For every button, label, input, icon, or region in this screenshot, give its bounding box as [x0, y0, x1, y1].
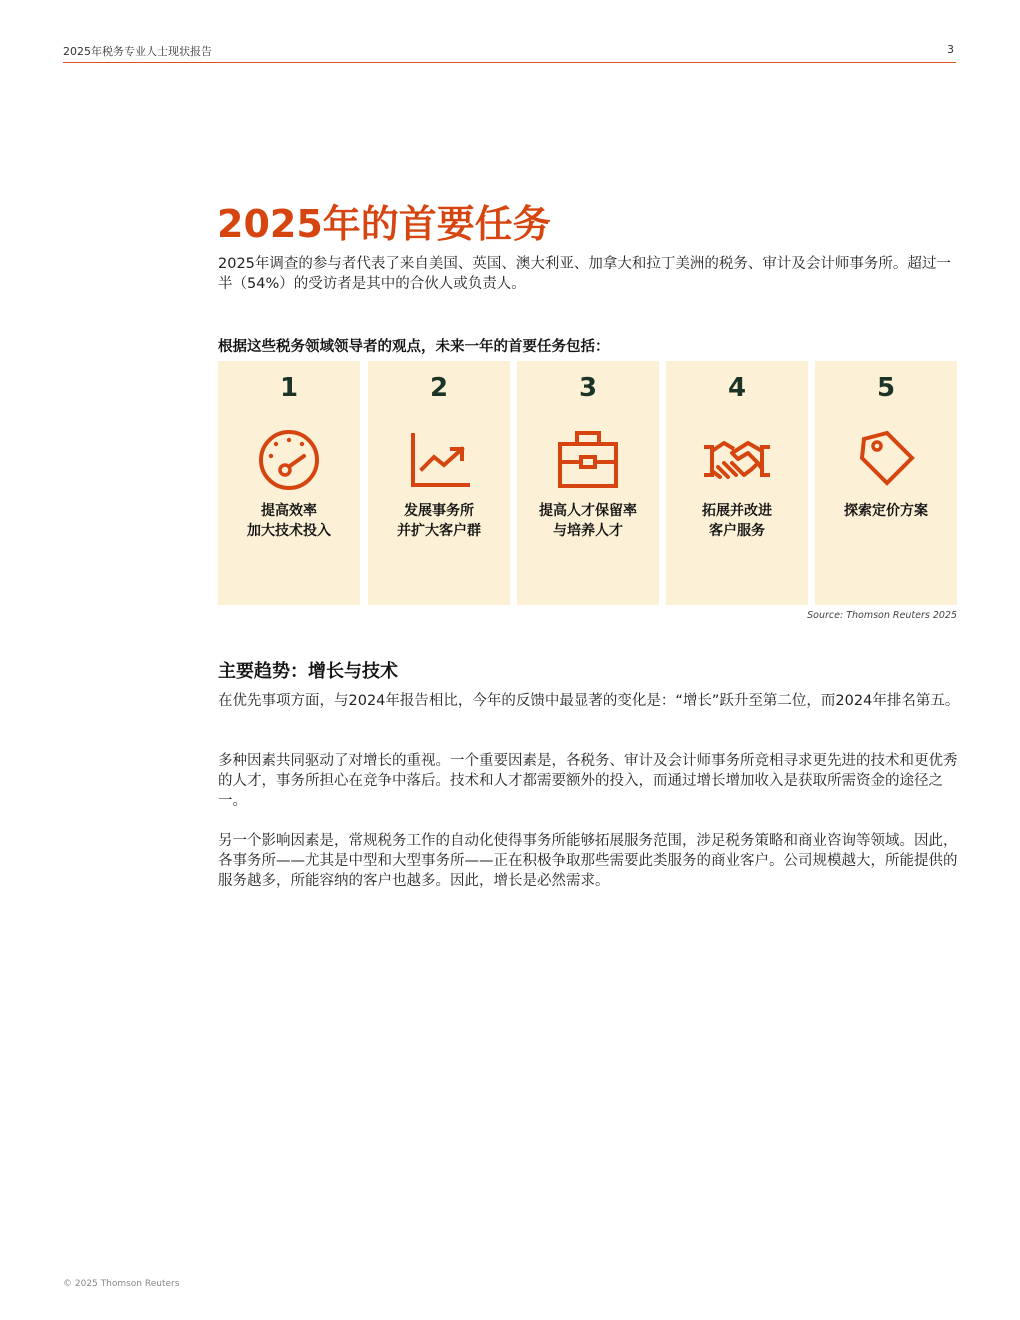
priority-card-5 [815, 361, 957, 605]
page-title: 2025年的首要任务 [217, 202, 551, 246]
priority-label: 拓展并改进 客户服务 [702, 503, 772, 539]
priority-number: 2 [429, 373, 449, 403]
priority-card-1 [218, 361, 360, 605]
briefcase-icon [553, 429, 623, 493]
priority-card-3 [517, 361, 659, 605]
priority-label: 提高人才保留率 与培养人才 [539, 503, 637, 539]
intro-paragraph: 2025年调查的参与者代表了来自美国、英国、澳大利亚、加拿大和拉丁美洲的税务、审计及会计师事务所。超过一半（54%）的受访者是其中的合伙人或负责人。 [218, 256, 951, 292]
priorities-cards [218, 361, 957, 605]
section-title: 主要趋势：增长与技术 [218, 661, 398, 682]
priority-number: 5 [876, 373, 896, 403]
priority-label: 提高效率 加大技术投入 [247, 503, 331, 539]
document-title: 2025年税务专业人士现状报告 [63, 45, 212, 58]
page-number: 3 [947, 43, 954, 56]
priority-number: 4 [727, 373, 747, 403]
source-note: Source: Thomson Reuters 2025 [807, 610, 957, 621]
priority-card-2 [368, 361, 510, 605]
priority-label: 探索定价方案 [844, 503, 928, 519]
footer-copyright: © 2025 Thomson Reuters [63, 1279, 180, 1289]
priority-number: 3 [578, 373, 598, 403]
handshake-icon [702, 429, 772, 493]
body-paragraph-2: 多种因素共同驱动了对增长的重视。一个重要因素是，各税务、审计及会计师事务所竞相寻求更先进的技术和更优秀的人才，事务所担心在竞争中落后。技术和人才都需要额外的投入，而通过增长增加收入是获取所需资金的途径之一。 [218, 753, 958, 809]
body-paragraph-3: 另一个影响因素是，常规税务工作的自动化使得事务所能够拓展服务范围，涉足税务策略和商业咨询等领域。因此，各事务所——尤其是中型和大型事务所——正在积极争取那些需要此类服务的商业客户。公司规模越大，所能提供的服务越多，所能容纳的客户也越多。因此，增长是必然需求。 [218, 833, 958, 889]
priority-card-4 [666, 361, 808, 605]
body-paragraph-1: 在优先事项方面，与2024年报告相比，今年的反馈中最显著的变化是：“增长”跃升至第二位，而2024年排名第五。 [218, 693, 960, 709]
price-tag-icon [851, 429, 921, 493]
priorities-heading: 根据这些税务领域领导者的观点，未来一年的首要任务包括： [218, 339, 610, 355]
growth-chart-icon [404, 429, 474, 493]
priority-number: 1 [279, 373, 299, 403]
page-header [63, 41, 956, 63]
speedometer-icon [254, 429, 324, 493]
priority-label: 发展事务所 并扩大客户群 [397, 503, 481, 539]
